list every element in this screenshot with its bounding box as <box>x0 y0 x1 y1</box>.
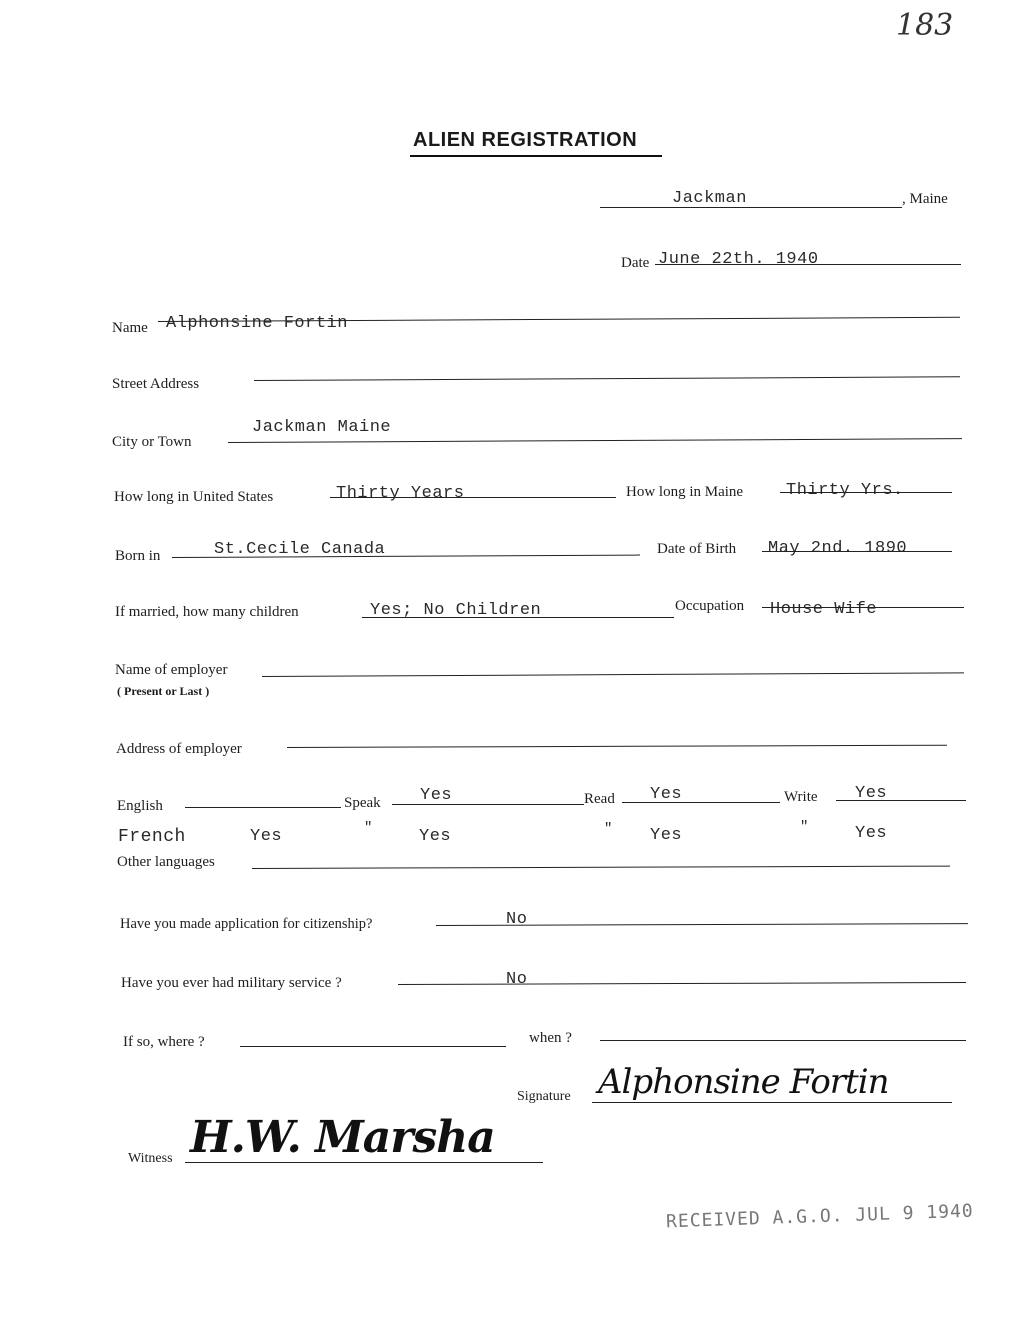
when-label: when ? <box>529 1030 572 1046</box>
children-line <box>362 617 674 618</box>
name-value: Alphonsine Fortin <box>166 314 348 333</box>
signature-handwritten: Alphonsine Fortin <box>598 1062 889 1102</box>
french-value: Yes <box>250 827 283 846</box>
write-label: Write <box>784 789 818 805</box>
title-underline <box>410 155 662 157</box>
location-line <box>600 207 902 208</box>
english-read-line <box>622 802 780 803</box>
maine-duration-label: How long in Maine <box>626 484 744 500</box>
street-label: Street Address <box>112 376 200 392</box>
employer-line <box>262 672 964 677</box>
military-value: No <box>506 970 528 989</box>
french-write-value: Yes <box>855 824 888 843</box>
occupation-label: Occupation <box>675 598 745 614</box>
born-in-value: St.Cecile Canada <box>214 540 386 559</box>
english-write-value: Yes <box>855 784 888 803</box>
maine-duration-value: Thirty Yrs. <box>786 481 904 500</box>
birth-date-label: Date of Birth <box>657 541 737 557</box>
employer-label: Name of employer <box>115 662 228 678</box>
signature-line <box>592 1102 952 1103</box>
english-speak-value: Yes <box>420 786 453 805</box>
employer-sublabel: ( Present or Last ) <box>117 684 210 698</box>
where-label: If so, where ? <box>123 1034 205 1050</box>
employer-address-line <box>287 745 947 748</box>
english-line <box>185 807 341 808</box>
citizenship-value: No <box>506 910 528 929</box>
witness-handwritten: H.W. Marsha <box>190 1112 495 1163</box>
street-line <box>254 376 960 381</box>
where-line <box>240 1046 506 1047</box>
form-title: ALIEN REGISTRATION <box>413 129 638 151</box>
french-read-value: Yes <box>650 826 683 845</box>
name-label: Name <box>112 320 148 336</box>
military-line <box>398 982 966 985</box>
us-duration-label: How long in United States <box>114 489 274 505</box>
city-value: Jackman Maine <box>252 418 392 437</box>
born-in-label: Born in <box>115 548 161 564</box>
english-speak-line <box>392 804 584 805</box>
location-state: , Maine <box>902 191 948 207</box>
french-label: French <box>118 827 186 847</box>
military-label: Have you ever had military service ? <box>121 975 342 991</box>
other-languages-line <box>252 866 950 869</box>
english-write-line <box>836 800 966 801</box>
date-label: Date <box>621 255 650 271</box>
french-write-ditto: " <box>800 819 809 835</box>
occupation-line <box>762 607 964 608</box>
received-stamp: RECEIVED A.G.O. JUL 9 1940 <box>665 1200 975 1233</box>
date-line <box>655 264 961 265</box>
other-languages-label: Other languages <box>117 854 215 870</box>
witness-line <box>185 1162 543 1163</box>
read-label: Read <box>584 791 615 807</box>
when-line <box>600 1040 966 1041</box>
date-value: June 22th. 1940 <box>658 250 819 269</box>
maine-duration-line <box>780 492 952 493</box>
page-number: 183 <box>896 8 954 43</box>
city-label: City or Town <box>112 434 192 450</box>
english-read-value: Yes <box>650 785 683 804</box>
location-town: Jackman <box>672 189 747 208</box>
witness-label: Witness <box>128 1151 173 1166</box>
children-label: If married, how many children <box>115 604 299 620</box>
french-speak-value: Yes <box>419 827 452 846</box>
employer-address-label: Address of employer <box>116 741 242 757</box>
us-duration-value: Thirty Years <box>336 484 465 503</box>
birth-date-value: May 2nd. 1890 <box>768 539 908 558</box>
us-duration-line <box>330 497 616 498</box>
occupation-value: House Wife <box>770 600 878 619</box>
speak-label: Speak <box>344 795 381 811</box>
city-line <box>228 438 962 443</box>
birth-date-line <box>762 551 952 552</box>
signature-label-text: Signature <box>517 1089 571 1104</box>
english-label: English <box>117 798 163 814</box>
french-read-ditto: " <box>604 821 613 837</box>
citizenship-label: Have you made application for citizenship? <box>120 916 373 932</box>
children-value: Yes; No Children <box>370 601 542 620</box>
french-speak-ditto: " <box>364 820 373 836</box>
